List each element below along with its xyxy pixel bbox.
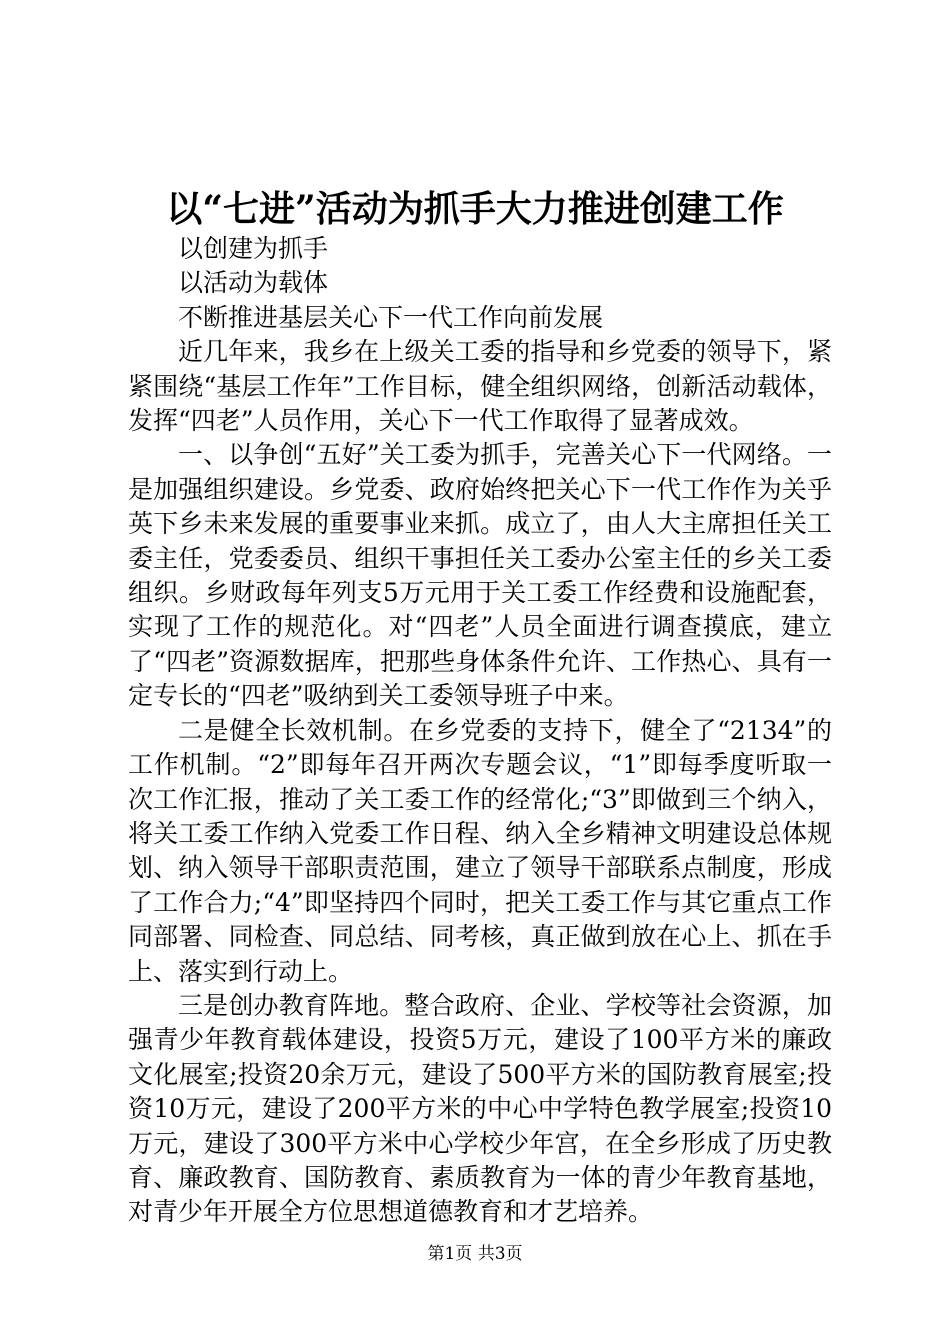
document-body <box>128 232 832 1230</box>
body-paragraph: 一、以争创“五好”关工委为抓手，完善关心下一代网络。一是加强组织建设。乡党委、政府始终把关心下一代工作作为关乎英下乡未来发展的重要事业来抓。成立了，由人大主席担任关工委主任，党委委员、组织干事担任关工委办公室主任的乡关工委组织。乡财政每年列支5万元用于关工委工作经费和设施配套，实现了工作的规范化。对“四老”人员全面进行调查摸底，建立了“四老”资源数据库，把那些身体条件允许、工作热心、具有一定专长的“四老”吸纳到关工委领导班子中来。 <box>128 440 832 711</box>
subtitle-line: 以活动为载体 <box>178 268 329 298</box>
body-paragraph: 二是健全长效机制。在乡党委的支持下，健全了“2134”的工作机制。“2”即每年召开两次专题会议，“1”即每季度听取一次工作汇报，推动了关工委工作的经常化;“3”即做到三个纳入，将关工委工作纳入党委工作日程、纳入全乡精神文明建设总体规划、纳入领导干部职责范围，建立了领导干部联系点制度，形成了工作合力;“4”即坚持四个同时，把关工委工作与其它重点工作同部署、同检查、同总结、同考核，真正做到放在心上、抓在手上、落实到行动上。 <box>128 715 832 986</box>
subtitle-line: 不断推进基层关心下一代工作向前发展 <box>178 302 604 332</box>
body-paragraph: 近几年来，我乡在上级关工委的指导和乡党委的领导下，紧紧围绕“基层工作年”工作目标，健全组织网络，创新活动载体，发挥“四老”人员作用，关心下一代工作取得了显著成效。 <box>128 337 832 436</box>
body-paragraph: 三是创办教育阵地。整合政府、企业、学校等社会资源，加强青少年教育载体建设，投资5万元，建设了100平方米的廉政文化展室;投资20余万元，建设了500平方米的国防教育展室;投资10万元，建设了200平方米的中心中学特色教学展室;投资10万元，建设了300平方米中心学校少年宫，在全乡形成了历史教育、廉政教育、国防教育、素质教育为一体的青少年教育基地，对青少年开展全方位思想道德教育和才艺培养。 <box>128 990 832 1227</box>
document-title: 以“七进”活动为抓手大力推进创建工作 <box>166 188 784 230</box>
page-number-footer: 第1页 共3页 <box>427 1244 523 1264</box>
subtitle-line: 以创建为抓手 <box>178 234 329 263</box>
